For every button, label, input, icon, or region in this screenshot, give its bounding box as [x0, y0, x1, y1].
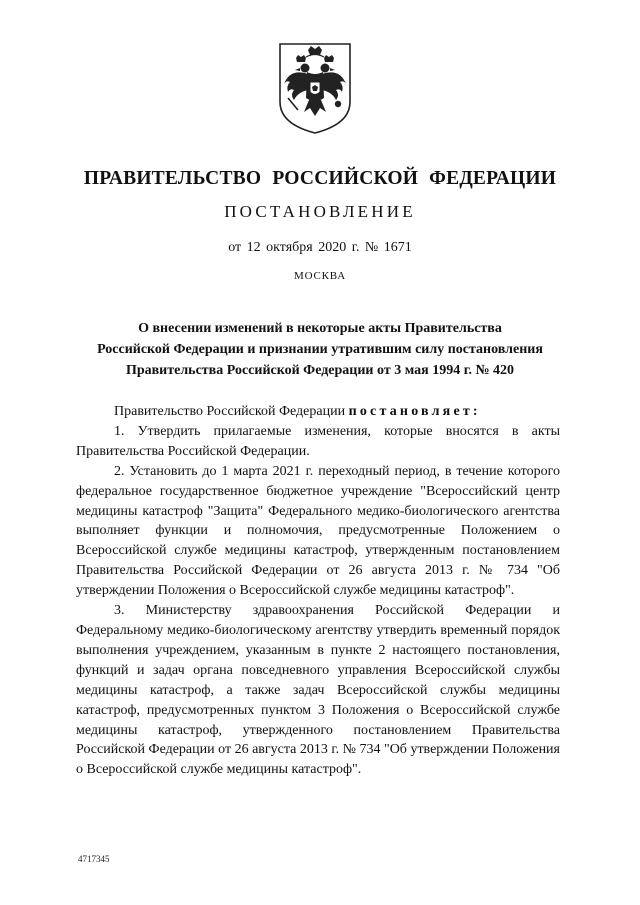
heading-line: Российской Федерации и признании утратившим силу постановления	[97, 342, 543, 357]
document-body	[76, 402, 560, 780]
document-heading	[80, 318, 560, 381]
city-name: МОСКВА	[294, 270, 346, 282]
paragraph-2: 2. Установить до 1 марта 2021 г. переходный период, в течение которого федеральное государственное бюджетное учреждение "Всероссийский центр медицины катастроф "Защита" Федерального медико-биологического агентства выполняет функции и полномочия, предусмотренные Положением о Всероссийской службе медицины катастроф, утвержденным постановлением Правительства Российской Федерации от 26 августа 2013 г. № 734 "Об утверждении Положения о Всероссийской службе медицины катастроф".	[76, 463, 560, 599]
government-title: ПРАВИТЕЛЬСТВО РОССИЙСКОЙ ФЕДЕРАЦИИ	[83, 168, 557, 189]
intro-text: Правительство Российской Федерации	[114, 404, 349, 419]
heading-line: Правительства Российской Федерации от 3 мая 1994 г. № 420	[125, 363, 515, 378]
document-date-number: от 12 октября 2020 г. № 1671	[228, 240, 412, 255]
footer-document-code: 4717345	[78, 854, 110, 864]
paragraph-3: 3. Министерству здравоохранения Российской Федерации и Федеральному медико-биологическому агентству утвердить временный порядок выполнения учреждением, указанным в пункте 2 настоящего постановления, функций и задач органа повседневного управления Всероссийской службы медицины катастроф, а также задач Всероссийской службы медицины катастроф, предусмотренных пунктом 3 Положения о Всероссийской службе медицины катастроф, утвержденного постановлением Правительства Российской Федерации от 26 августа 2013 г. № 734 "Об утверждении Положения о Всероссийской службе медицины катастроф".	[76, 603, 560, 778]
heading-line: О внесении изменений в некоторые акты Правительства	[138, 321, 502, 336]
intro-paragraph	[76, 402, 560, 422]
decree-keyword: постановляет:	[348, 404, 481, 419]
document-type: ПОСТАНОВЛЕНИЕ	[224, 202, 416, 221]
paragraph-1: 1. Утвердить прилагаемые изменения, которые вносятся в акты Правительства Российской Федерации.	[76, 423, 560, 459]
coat-of-arms-icon	[276, 40, 354, 136]
